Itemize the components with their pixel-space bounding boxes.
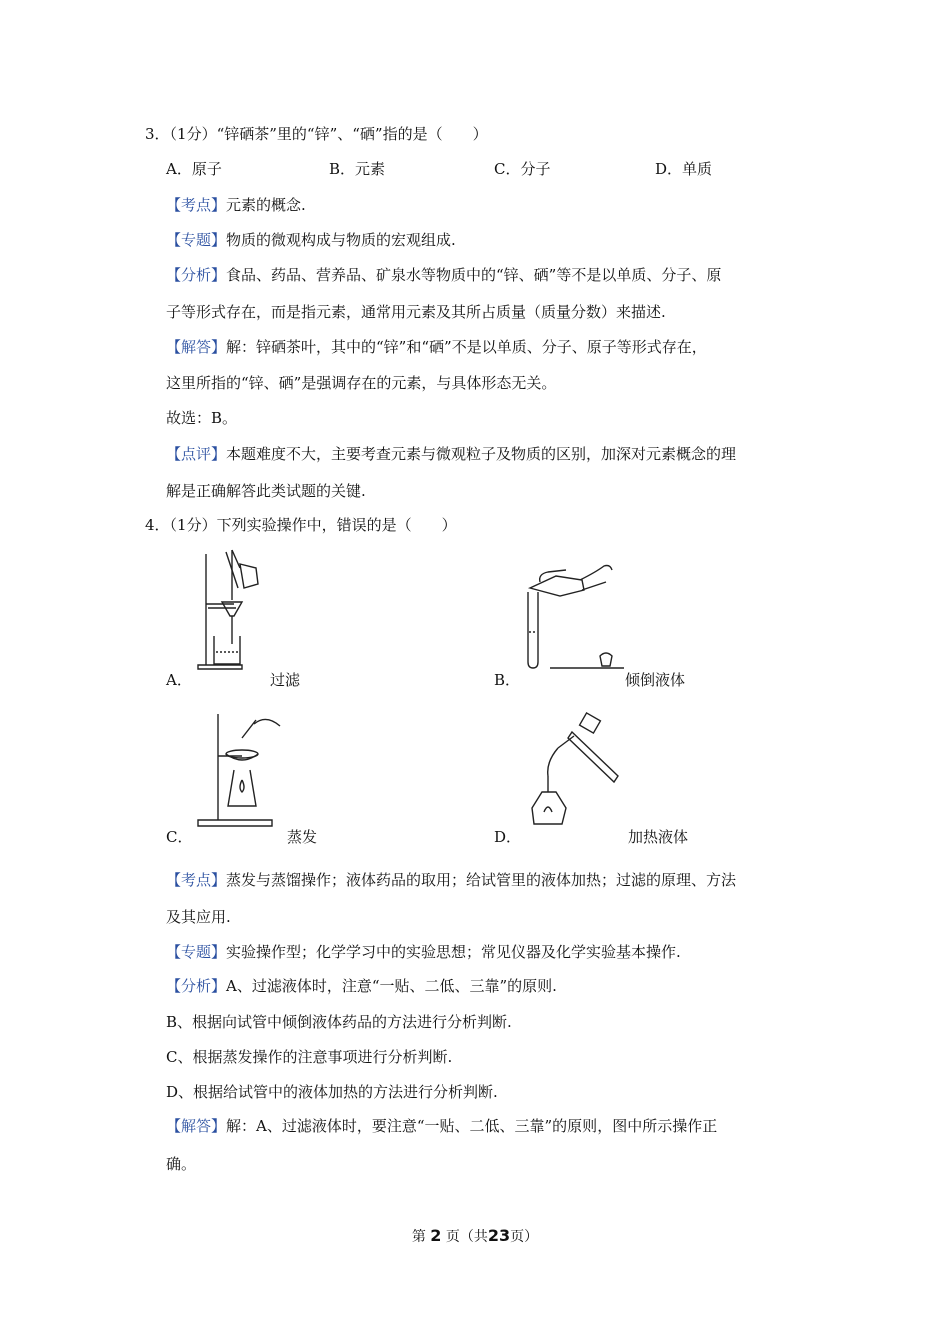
q3-option-d: D．单质 [655,160,713,178]
current-page-number: 2 [430,1226,442,1245]
q3-dianping: 【点评】本题难度不大，主要考查元素与微观粒子及物质的区别，加深对元素概念的理 [166,445,737,463]
q3-jieda-line3: 故选：B。 [166,409,238,427]
q4-option-d-caption: 加热液体 [628,828,689,846]
q4-fenxi-line2: B、根据向试管中倾倒液体药品的方法进行分析判断. [166,1013,512,1031]
q4-kaodian: 【考点】蒸发与蒸馏操作；液体药品的取用；给试管里的液体加热；过滤的原理、方法 [166,871,737,889]
q4-option-d-letter: D． [494,828,522,846]
filtration-apparatus-figure [196,548,268,672]
evaporation-figure [196,710,284,828]
q4-fenxi-line3: C、根据蒸发操作的注意事项进行分析判断. [166,1048,453,1066]
total-page-count: 23 [487,1226,511,1245]
fenxi-tag: 【分析】 [166,977,227,995]
fenxi-tag: 【分析】 [166,266,227,284]
jieda-tag: 【解答】 [166,1117,227,1135]
q3-kaodian: 【考点】元素的概念. [166,196,306,214]
q4-option-a-caption: 过滤 [270,671,301,689]
q3-jieda-line2: 这里所指的“锌、硒”是强调存在的元素，与具体形态无关。 [166,374,557,392]
q3-option-b: B．元素 [329,160,386,178]
q3-option-c: C．分子 [494,160,551,178]
kaodian-tag: 【考点】 [166,871,227,889]
q4-fenxi: 【分析】A、过滤液体时，注意“一贴、二低、三靠”的原则. [166,977,557,995]
q4-jieda: 【解答】解：A、过滤液体时，要注意“一贴、二低、三靠”的原则，图中所示操作正 [166,1117,718,1135]
q4-option-b-letter: B． [494,671,521,689]
zhuanti-tag: 【专题】 [166,943,227,961]
q3-zhuanti: 【专题】物质的微观构成与物质的宏观组成. [166,231,456,249]
q4-option-c-letter: C． [166,828,193,846]
q4-fenxi-line4: D、根据给试管中的液体加热的方法进行分析判断. [166,1083,498,1101]
kaodian-tag: 【考点】 [166,196,227,214]
q4-jieda-line2: 确。 [166,1155,197,1173]
q4-option-a-letter: A． [166,671,192,689]
jieda-tag: 【解答】 [166,338,227,356]
page-footer: 第 2 页（共23页） [411,1226,539,1245]
q4-stem: 4．（1分）下列实验操作中，错误的是（ ） [145,516,457,534]
q4-kaodian-line2: 及其应用. [166,908,231,926]
q4-option-c-caption: 蒸发 [287,828,318,846]
q3-dianping-line2: 解是正确解答此类试题的关键. [166,482,366,500]
q4-zhuanti: 【专题】实验操作型；化学学习中的实验思想；常见仪器及化学实验基本操作. [166,943,681,961]
pouring-liquid-figure [520,562,626,670]
q4-option-b-caption: 倾倒液体 [625,671,686,689]
q3-fenxi: 【分析】食品、药品、营养品、矿泉水等物质中的“锌、硒”等不是以单质、分子、原 [166,266,722,284]
zhuanti-tag: 【专题】 [166,231,227,249]
q3-stem: 3．（1分）“锌硒茶”里的“锌”、“硒”指的是（ ） [145,125,488,143]
dianping-tag: 【点评】 [166,445,227,463]
heating-liquid-figure [528,712,624,828]
q3-option-a: A．原子 [166,160,222,178]
q3-fenxi-line2: 子等形式存在，而是指元素，通常用元素及其所占质量（质量分数）来描述. [166,303,666,321]
q3-jieda: 【解答】解：锌硒茶叶，其中的“锌”和“硒”不是以单质、分子、原子等形式存在， [166,338,707,356]
